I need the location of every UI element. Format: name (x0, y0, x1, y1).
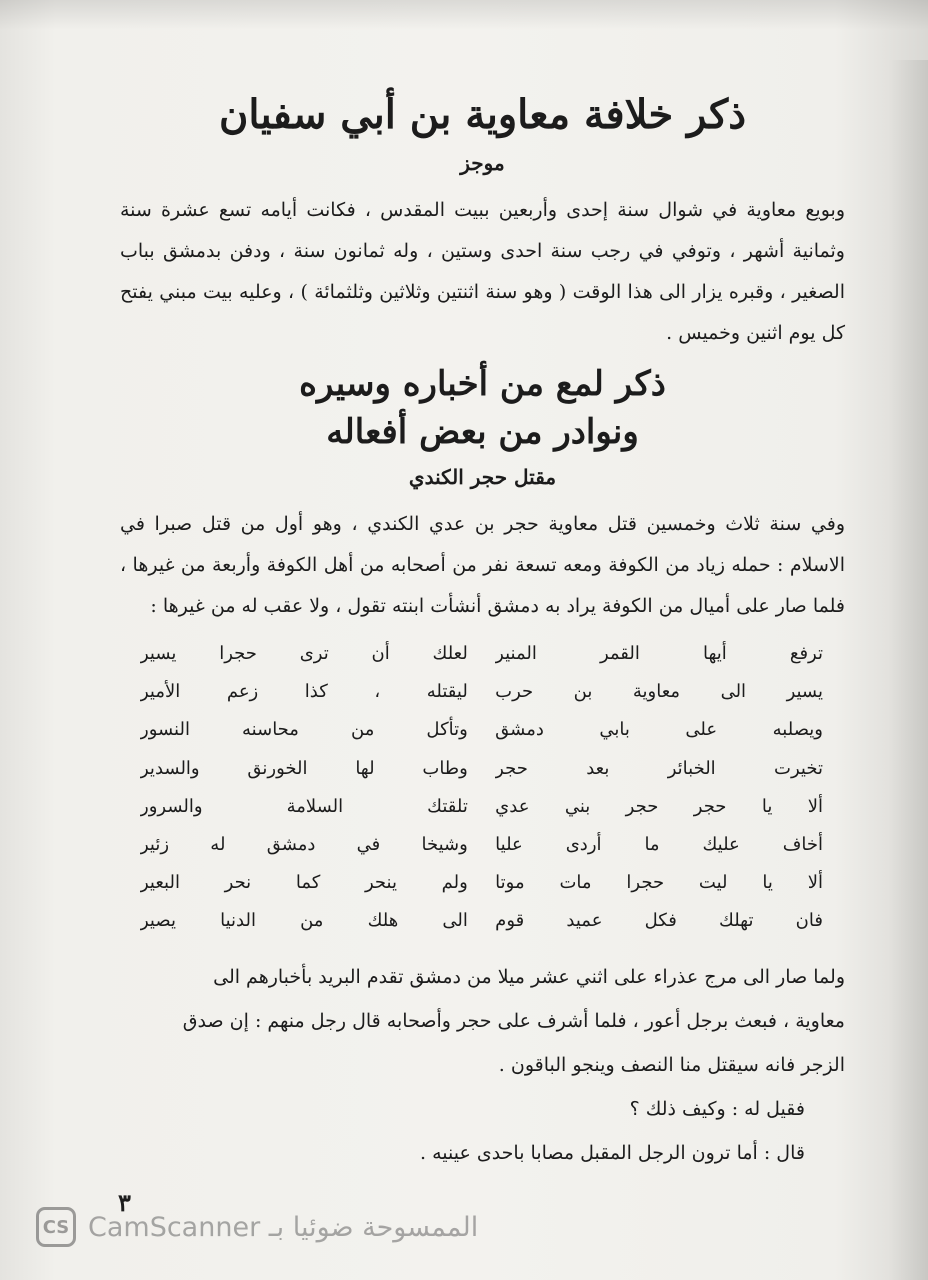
verse-right: فان تهلك فكل عميد قوم (495, 910, 823, 932)
page-title: ذكر خلافة معاوية بن أبي سفيان (218, 91, 747, 138)
verse-right: ألا يا ليت حجرا مات موتا (495, 872, 823, 894)
camscanner-logo-icon: CS (36, 1207, 76, 1247)
intro-paragraph: وبويع معاوية في شوال سنة إحدى وأربعين ببيت المقدس ، فكانت أيامه تسع عشرة سنة وثمانية أشهر ، وتوفي في رجب سنة احدى وستين ، وله ثمانون سنة ، ودفن بدمشق بباب الصغير ، وقبره يزار الى هذا الوقت ( وهو سنة اثنتين وثلاثين وثلثمائة ) ، وعليه بيت مبني يفتح كل يوم اثنين وخميس . (120, 199, 845, 344)
page-content (120, 88, 845, 1175)
closing-line: معاوية ، فبعث برجل أعور ، فلما أشرف على حجر وأصحابه قال رجل منهم : إن صدق (182, 1009, 845, 1032)
verse-left: وطاب لها الخورنق والسدير (140, 757, 468, 779)
verse-left: ليقتله ، كذا زعم الأمير (140, 681, 468, 703)
section-subtitle: مقتل حجر الكندي (408, 465, 557, 489)
poem-right-column (495, 635, 823, 941)
verse-left: وتأكل من محاسنه النسور (140, 719, 468, 741)
verse-right: ترفع أيها القمر المنير (495, 643, 823, 664)
poem-left-column (140, 635, 468, 941)
verse-right: ويصلبه على بابي دمشق (495, 719, 823, 741)
closing-paragraph (120, 955, 845, 1087)
page-number: ٣ (118, 1188, 131, 1217)
verse-left: وشيخا في دمشق له زئير (140, 834, 468, 856)
verse-right: تخيرت الخبائر بعد حجر (495, 757, 823, 779)
page-edge-shadow (888, 60, 928, 1280)
verse-right: ألا يا حجر حجر بني عدي (495, 795, 823, 817)
verse-left: الى هلك من الدنيا يصير (140, 910, 468, 932)
dialogue-line: فقيل له : وكيف ذلك ؟ (629, 1097, 805, 1120)
page-subtitle: موجز (460, 151, 505, 175)
poem (120, 635, 845, 941)
watermark-text: الممسوحة ضوئيا بـ CamScanner (88, 1211, 479, 1243)
camscanner-watermark (36, 1204, 478, 1250)
verse-left: لعلك أن ترى حجرا يسير (140, 643, 468, 664)
scan-shadow (0, 0, 928, 30)
section-title-line2: ونوادر من بعض أفعاله (326, 412, 639, 452)
closing-line: الزجر فانه سيقتل منا النصف وينجو الباقون . (498, 1053, 845, 1076)
verse-right: يسير الى معاوية بن حرب (495, 681, 823, 703)
verse-left: ولم ينحر كما نحر البعير (140, 872, 468, 894)
verse-left: تلقتك السلامة والسرور (140, 795, 468, 817)
closing-line: ولما صار الى مرج عذراء على اثني عشر ميلا من دمشق تقدم البريد بأخبارهم الى (213, 965, 845, 988)
verse-right: أخاف عليك ما أردى عليا (495, 834, 823, 856)
section-title-line1: ذكر لمع من أخباره وسيره (299, 364, 666, 404)
hujr-paragraph: وفي سنة ثلاث وخمسين قتل معاوية حجر بن عدي الكندي ، وهو أول من قتل صبرا في الاسلام : حمله زياد من الكوفة ومعه تسعة نفر من أصحابه من أهل الكوفة وأربعة من غيرها ، فلما صار على أميال من الكوفة يراد به دمشق أنشأت ابنته تقول ، ولا عقب له من غيرها : (120, 513, 845, 617)
dialogue-line: قال : أما ترون الرجل المقبل مصابا باحدى عينيه . (419, 1141, 805, 1164)
